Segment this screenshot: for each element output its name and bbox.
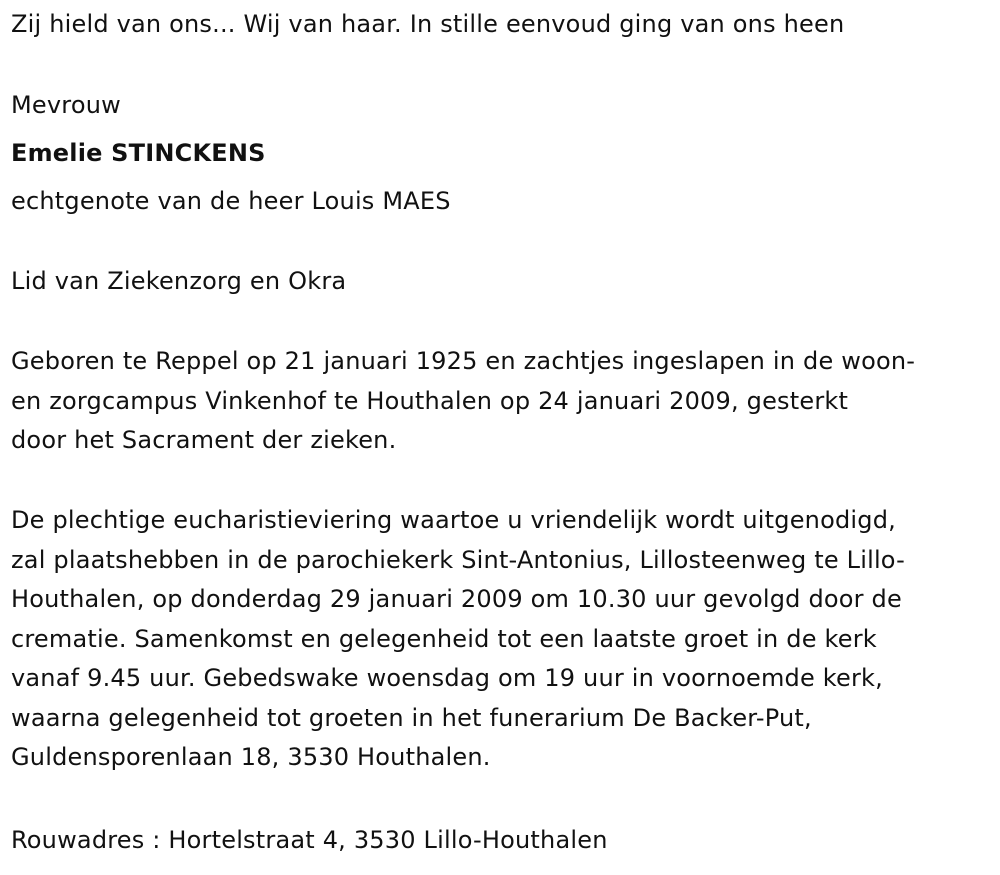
salutation: Mevrouw bbox=[11, 91, 121, 119]
spouse-line: echtgenote van de heer Louis MAES bbox=[11, 187, 451, 215]
birth-death-line: door het Sacrament der zieken. bbox=[11, 426, 397, 454]
membership-line: Lid van Ziekenzorg en Okra bbox=[11, 267, 347, 295]
ceremony-line: waarna gelegenheid tot groeten in het funerarium De Backer-Put, bbox=[11, 703, 812, 732]
birth-death-line: en zorgcampus Vinkenhof te Houthalen op 24 januari 2009, gesterkt bbox=[11, 386, 849, 415]
ceremony-line: crematie. Samenkomst en gelegenheid tot een laatste groet in de kerk bbox=[11, 624, 877, 653]
mourning-address: Rouwadres : Hortelstraat 4, 3530 Lillo-Houthalen bbox=[11, 826, 608, 854]
intro-line: Zij hield van ons... Wij van haar. In stille eenvoud ging van ons heen bbox=[11, 10, 845, 38]
birth-death-line: Geboren te Reppel op 21 januari 1925 en zachtjes ingeslapen in de woon- bbox=[11, 347, 916, 375]
ceremony-line: zal plaatshebben in de parochiekerk Sint-Antonius, Lillosteenweg te Lillo- bbox=[11, 545, 905, 574]
ceremony-line: Houthalen, op donderdag 29 januari 2009 om 10.30 uur gevolgd door de bbox=[11, 585, 902, 613]
ceremony-line: vanaf 9.45 uur. Gebedswake woensdag om 19 uur in voornoemde kerk, bbox=[11, 664, 883, 692]
ceremony-line: De plechtige eucharistieviering waartoe u vriendelijk wordt uitgenodigd, bbox=[11, 506, 896, 534]
birth-death-paragraph bbox=[11, 342, 996, 461]
ceremony-paragraph bbox=[11, 501, 996, 778]
deceased-name: Emelie STINCKENS bbox=[11, 139, 266, 167]
ceremony-line: Guldensporenlaan 18, 3530 Houthalen. bbox=[11, 743, 491, 771]
